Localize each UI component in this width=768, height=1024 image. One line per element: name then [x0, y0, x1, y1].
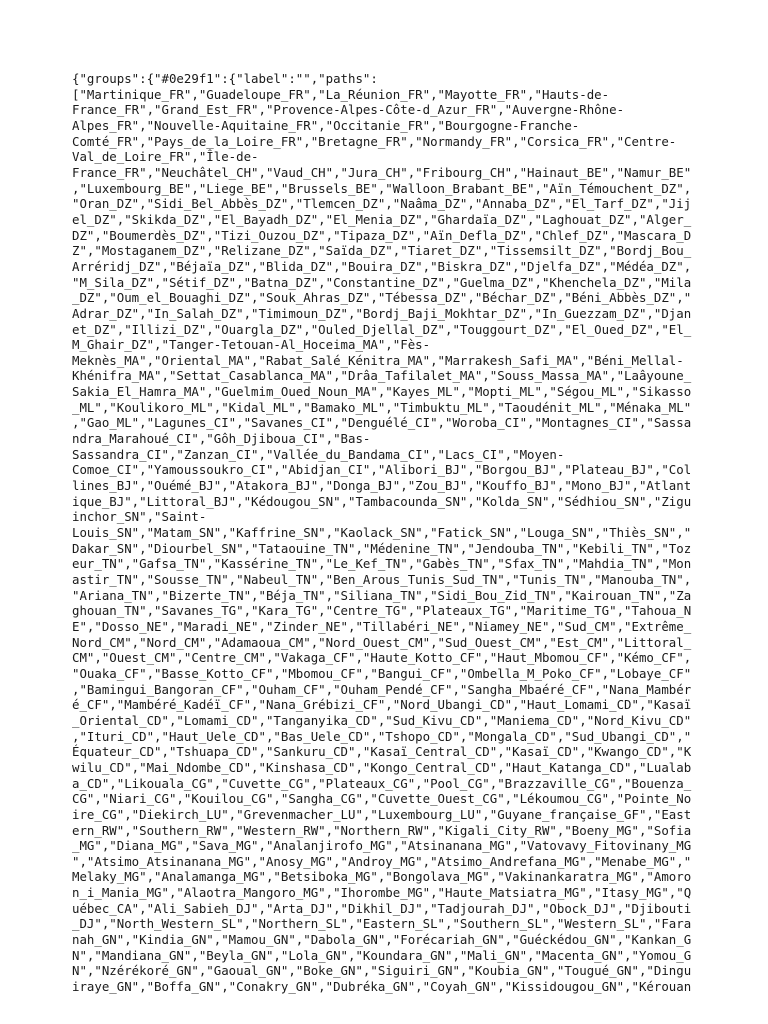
text-line: ,"Ituri_CD","Haut_Uele_CD","Bas_Uele_CD","Tshopo_CD","Mongala_CD","Sud_Ubangi_CD",": [72, 728, 692, 744]
text-line: _Oriental_CD","Lomami_CD","Tanganyika_CD","Sud_Kivu_CD","Maniema_CD","Nord_Kivu_CD": [72, 712, 692, 728]
json-text-block: [72, 71, 696, 995]
text-line: France_FR","Neuchâtel_CH","Vaud_CH","Jura_CH","Fribourg_CH","Hainaut_BE","Namur_BE": [72, 164, 692, 180]
text-line: Val_de_Loire_FR","Île-de-: [72, 149, 259, 165]
text-line: Alpes_FR","Nouvelle-Aquitaine_FR","Occitanie_FR","Bourgogne-Franche-: [72, 117, 580, 133]
text-line: Arréridj_DZ","Béjaïa_DZ","Blida_DZ","Bouira_DZ","Biskra_DZ","Djelfa_DZ","Médéa_DZ",: [72, 258, 692, 274]
text-line: inchor_SN","Saint-: [72, 509, 207, 525]
text-line: astir_TN","Sousse_TN","Nabeul_TN","Ben_Arous_Tunis_Sud_TN","Tunis_TN","Manouba_TN",: [72, 572, 692, 587]
text-line: "M_Sila_DZ","Sétif_DZ","Batna_DZ","Constantine_DZ","Guelma_DZ","Khenchela_DZ","Mila: [72, 274, 692, 290]
text-line: Z","Mostaganem_DZ","Relizane_DZ","Saïda_DZ","Tiaret_DZ","Tissemsilt_DZ","Bordj_Bou_: [72, 243, 692, 259]
text-line: n_i_Mania_MG","Alaotra_Mangoro_MG","Ihorombe_MG","Haute_Matsiatra_MG","Itasy_MG","Q: [72, 885, 692, 901]
text-line: M_Ghair_DZ","Tanger-Tetouan-Al_Hoceima_MA","Fès-: [72, 337, 431, 353]
text-line: ","Atsimo_Atsinanana_MG","Anosy_MG","Androy_MG","Atsimo_Andrefana_MG","Menabe_MG",": [72, 853, 692, 869]
text-line: iraye_GN","Boffa_GN","Conakry_GN","Dubréka_GN","Coyah_GN","Kissidougou_GN","Kérouan: [72, 979, 692, 995]
text-line: Comoe_CI","Yamoussoukro_CI","Abidjan_CI","Alibori_BJ","Borgou_BJ","Plateau_BJ","Col: [72, 462, 692, 478]
text-line: _ML","Koulikoro_ML","Kidal_ML","Bamako_ML","Timbuktu_ML","Taoudénit_ML","Ménaka_ML": [72, 399, 692, 415]
text-line: Équateur_CD","Tshuapa_CD","Sankuru_CD","Kasaï_Central_CD","Kasaï_CD","Kwango_CD","K: [72, 744, 692, 760]
text-line: CG","Niari_CG","Kouilou_CG","Sangha_CG","Cuvette_Ouest_CG","Lékoumou_CG","Pointe_No: [72, 791, 692, 807]
text-line: ,"Bamingui_Bangoran_CF","Ouham_CF","Ouham_Pendé_CF","Sangha_Mbaéré_CF","Nana_Mambér: [72, 681, 692, 697]
text-line: N","Mandiana_GN","Beyla_GN","Lola_GN","Koundara_GN","Mali_GN","Macenta_GN","Yomou_G: [72, 947, 692, 963]
text-line: é_CF","Mambéré_Kadéï_CF","Nana_Grébizi_CF","Nord_Ubangi_CD","Haut_Lomami_CD","Kasaï: [72, 697, 692, 713]
text-line: ghouan_TN","Savanes_TG","Kara_TG","Centre_TG","Plateaux_TG","Maritime_TG","Tahoua_N: [72, 603, 692, 619]
text-line: uébec_CA","Ali_Sabieh_DJ","Arta_DJ","Dikhil_DJ","Tadjourah_DJ","Obock_DJ","Djibouti: [72, 900, 692, 916]
text-line: a_CD","Likouala_CG","Cuvette_CG","Plateaux_CG","Pool_CG","Brazzaville_CG","Bouenza_: [72, 775, 692, 791]
text-line: E","Dosso_NE","Maradi_NE","Zinder_NE","Tillabéri_NE","Niamey_NE","Sud_CM","Extrême_: [72, 618, 692, 634]
text-line: {"groups":{"#0e29f1":{"label":"","paths":: [72, 71, 378, 86]
text-line: lines_BJ","Ouémé_BJ","Atakora_BJ","Donga_BJ","Zou_BJ","Kouffo_BJ","Mono_BJ","Atlant: [72, 478, 692, 494]
text-line: France_FR","Grand_Est_FR","Provence-Alpes-Côte-d_Azur_FR","Auvergne-Rhône-: [72, 102, 625, 118]
text-line: _MG","Diana_MG","Sava_MG","Analanjirofo_MG","Atsinanana_MG","Vatovavy_Fitovinany_MG: [72, 838, 692, 854]
text-line: ,"Gao_ML","Lagunes_CI","Savanes_CI","Denguélé_CI","Woroba_CI","Montagnes_CI","Sassa: [72, 415, 692, 431]
text-line: ["Martinique_FR","Guadeloupe_FR","La_Réunion_FR","Mayotte_FR","Hauts-de-: [72, 86, 610, 102]
text-line: Meknès_MA","Oriental_MA","Rabat_Salé_Kénitra_MA","Marrakesh_Safi_MA","Béni_Mellal-: [72, 352, 684, 368]
text-line: ique_BJ","Littoral_BJ","Kédougou_SN","Tambacounda_SN","Kolda_SN","Sédhiou_SN","Zigu: [72, 493, 692, 509]
text-line: ire_CG","Diekirch_LU","Grevenmacher_LU","Luxembourg_LU","Guyane_française_GF","East: [72, 806, 692, 822]
text-line: el_DZ","Skikda_DZ","El_Bayadh_DZ","El_Menia_DZ","Ghardaïa_DZ","Laghouat_DZ","Alger_: [72, 211, 692, 227]
text-line: Sassandra_CI","Zanzan_CI","Vallée_du_Bandama_CI","Lacs_CI","Moyen-: [72, 446, 565, 462]
text-line: nah_GN","Kindia_GN","Mamou_GN","Dabola_GN","Forécariah_GN","Guéckédou_GN","Kankan_G: [72, 932, 692, 948]
text-line: ern_RW","Southern_RW","Western_RW","Northern_RW","Kigali_City_RW","Boeny_MG","Sofia: [72, 822, 692, 838]
text-line: Khénifra_MA","Settat_Casablanca_MA","Drâa_Tafilalet_MA","Souss_Massa_MA","Laâyoune_: [72, 368, 692, 384]
text-line: et_DZ","Illizi_DZ","Ouargla_DZ","Ouled_Djellal_DZ","Touggourt_DZ","El_Oued_DZ","El_: [72, 321, 692, 337]
text-line: eur_TN","Gafsa_TN","Kassérine_TN","Le_Kef_TN","Gabès_TN","Sfax_TN","Mahdia_TN","Mon: [72, 556, 692, 572]
text-line: CM","Ouest_CM","Centre_CM","Vakaga_CF","Haute_Kotto_CF","Haut_Mbomou_CF","Kémo_CF",: [72, 650, 692, 666]
text-line: "Ariana_TN","Bizerte_TN","Béja_TN","Siliana_TN","Sidi_Bou_Zid_TN","Kairouan_TN","Za: [72, 587, 692, 603]
text-line: Melaky_MG","Analamanga_MG","Betsiboka_MG","Bongolava_MG","Vakinankaratra_MG","Amoro: [72, 869, 692, 885]
text-line: Adrar_DZ","In_Salah_DZ","Timimoun_DZ","Bordj_Baji_Mokhtar_DZ","In_Guezzam_DZ","Djan: [72, 305, 692, 321]
text-line: _DJ","North_Western_SL","Northern_SL","Eastern_SL","Southern_SL","Western_SL","Fara: [72, 916, 692, 932]
text-line: "Oran_DZ","Sidi_Bel_Abbès_DZ","Tlemcen_DZ","Naâma_DZ","Annaba_DZ","El_Tarf_DZ","Jij: [72, 196, 692, 212]
text-line: ,"Luxembourg_BE","Liege_BE","Brussels_BE","Walloon_Brabant_BE","Aïn_Témouchent_DZ",: [72, 180, 692, 196]
text-line: N","Nzérékoré_GN","Gaoual_GN","Boke_GN","Siguiri_GN","Koubia_GN","Tougué_GN","Dingu: [72, 963, 692, 979]
text-line: Comté_FR","Pays_de_la_Loire_FR","Bretagne_FR","Normandy_FR","Corsica_FR","Centre-: [72, 133, 677, 149]
text-line: Dakar_SN","Diourbel_SN","Tataouine_TN","Médenine_TN","Jendouba_TN","Kebili_TN","Toz: [72, 540, 692, 556]
text-line: Louis_SN","Matam_SN","Kaffrine_SN","Kaolack_SN","Fatick_SN","Louga_SN","Thiès_SN",": [72, 525, 692, 541]
text-line: Sakia_El_Hamra_MA","Guelmim_Oued_Noun_MA","Kayes_ML","Mopti_ML","Ségou_ML","Sikasso: [72, 384, 692, 400]
text-line: "Ouaka_CF","Basse_Kotto_CF","Mbomou_CF","Bangui_CF","Ombella_M_Poko_CF","Lobaye_CF": [72, 665, 692, 681]
text-line: DZ","Boumerdès_DZ","Tizi_Ouzou_DZ","Tipaza_DZ","Aïn_Defla_DZ","Chlef_DZ","Mascara_D: [72, 227, 692, 243]
text-line: ndra_Marahoué_CI","Gôh_Djiboua_CI","Bas-: [72, 431, 371, 447]
text-line: _DZ","Oum_el_Bouaghi_DZ","Souk_Ahras_DZ","Tébessa_DZ","Béchar_DZ","Béni_Abbès_DZ",": [72, 290, 692, 306]
text-line: Nord_CM","Nord_CM","Adamaoua_CM","Nord_Ouest_CM","Sud_Ouest_CM","Est_CM","Littoral_: [72, 634, 692, 650]
text-line: wilu_CD","Mai_Ndombe_CD","Kinshasa_CD","Kongo_Central_CD","Haut_Katanga_CD","Lualab: [72, 759, 692, 775]
